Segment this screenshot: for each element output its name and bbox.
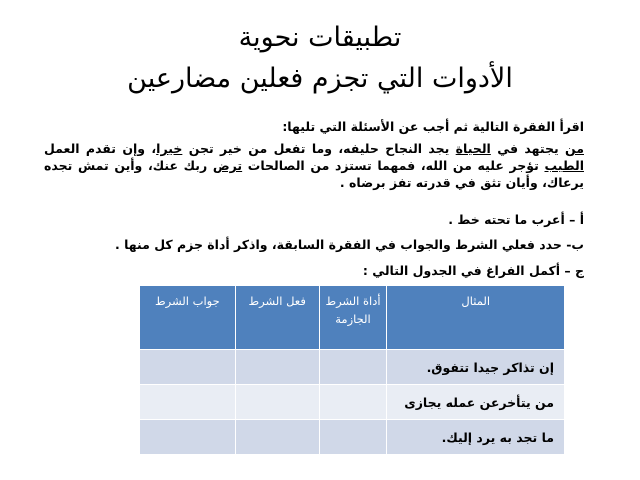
header-tool-line1: أداة الشرط — [325, 294, 381, 308]
header-example: المثال — [387, 286, 565, 350]
example-cell: من يتأخرعن عمله يجازى — [387, 385, 565, 420]
answer-cell[interactable] — [140, 350, 236, 385]
condition-verb-cell[interactable] — [235, 385, 319, 420]
header-tool-line2: الجازمة — [335, 312, 371, 326]
instruction-text: اقرأ الفقرة التالية ثم أجب عن الأسئلة التي تليها: — [282, 119, 584, 134]
header-answer: جواب الشرط — [140, 286, 236, 350]
tool-cell[interactable] — [319, 385, 387, 420]
reading-paragraph — [44, 140, 584, 191]
underlined-word: الحياة — [455, 141, 491, 156]
table-row — [140, 420, 565, 455]
table-row — [140, 385, 565, 420]
tool-cell[interactable] — [319, 420, 387, 455]
condition-verb-cell[interactable] — [235, 420, 319, 455]
tool-cell[interactable] — [319, 350, 387, 385]
underlined-word: الطيب — [544, 158, 584, 173]
example-cell: إن تذاكر جيدا تتفوق. — [387, 350, 565, 385]
underlined-word: خيرا — [156, 141, 183, 156]
answer-cell[interactable] — [140, 420, 236, 455]
exercise-table — [139, 285, 565, 455]
table-header-row — [140, 286, 565, 350]
header-tool — [319, 286, 387, 350]
question-b: ب- حدد فعلي الشرط والجواب في الفقرة السابقة، واذكر أداة جزم كل منها . — [114, 237, 584, 252]
question-c: ج – أكمل الفراغ في الجدول التالي : — [362, 263, 584, 278]
slide-subtitle: الأدوات التي تجزم فعلين مضارعين — [127, 63, 513, 94]
slide-title: تطبيقات نحوية — [238, 22, 402, 53]
paragraph-text: ، وإن تقدم العمل — [44, 141, 157, 156]
example-cell: ما تجد به يرد إليك. — [387, 420, 565, 455]
question-a: أ – أعرب ما تحته خط . — [448, 212, 584, 227]
header-condition-verb: فعل الشرط — [235, 286, 319, 350]
answer-cell[interactable] — [140, 385, 236, 420]
underlined-word: ترض — [212, 158, 243, 173]
table-row — [140, 350, 565, 385]
paragraph-text: ربك عنك، وأين تمش تجده يرعاك، وأيان تثق في قدرته تفز برضاه . — [44, 158, 584, 190]
paragraph-text: يجتهد في — [490, 141, 565, 156]
condition-verb-cell[interactable] — [235, 350, 319, 385]
paragraph-text: يجد النجاح حليفه، وما تفعل من خير تجن — [182, 141, 456, 156]
paragraph-text: تؤجر عليه من الله، فمهما تستزد من الصالحات — [242, 158, 545, 173]
underlined-word: من — [565, 141, 584, 156]
